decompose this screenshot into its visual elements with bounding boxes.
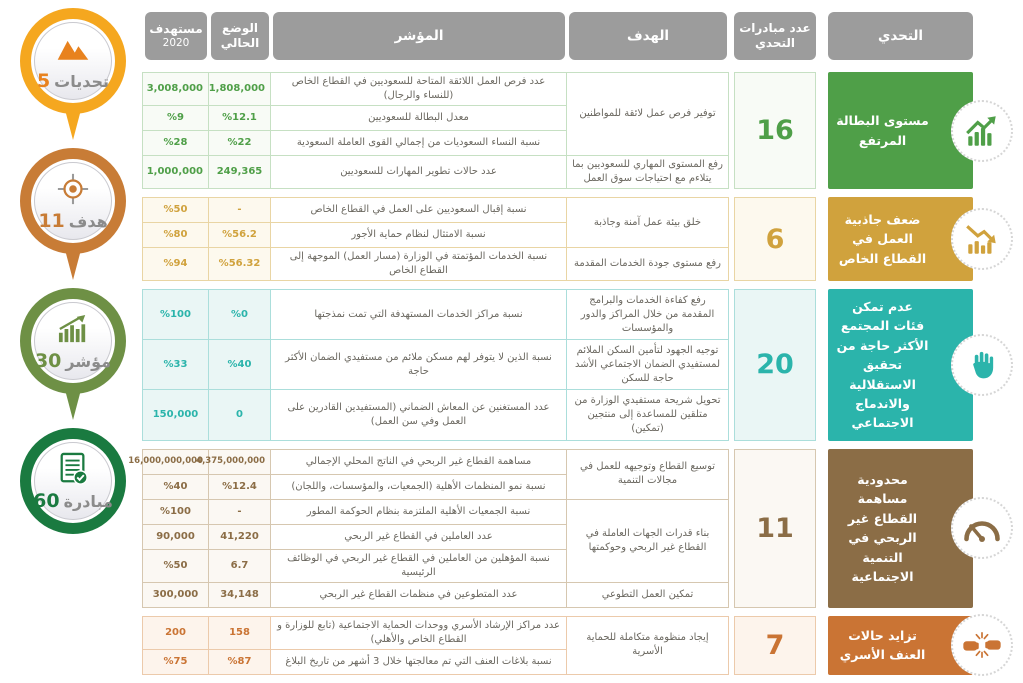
target-2020-cell-value: %75 bbox=[163, 655, 188, 667]
initiatives-count: 11 bbox=[734, 449, 816, 608]
gauge-icon bbox=[951, 497, 1013, 559]
current-status-cell bbox=[209, 390, 271, 440]
challenge-title-cell bbox=[828, 449, 973, 608]
badge-circle bbox=[20, 8, 126, 114]
indicator-row bbox=[143, 198, 729, 223]
goals-indicators-table bbox=[128, 449, 729, 608]
badge-count: 30 bbox=[34, 349, 62, 372]
challenge-block-social-independence bbox=[143, 289, 973, 441]
goal-cell: بناء قدرات الجهات العاملة في القطاع غير الربحي وحوكمتها bbox=[567, 499, 729, 582]
current-status-cell-value: %0 bbox=[231, 308, 248, 320]
badge-count: 60 bbox=[33, 489, 60, 512]
current-status-cell-value: %56.32 bbox=[218, 258, 261, 269]
target-2020-cell-value: %50 bbox=[163, 559, 188, 571]
document-check-icon bbox=[57, 451, 89, 487]
target-2020-cell bbox=[143, 223, 209, 248]
badge-word: هدف bbox=[68, 211, 108, 231]
current-status-cell bbox=[209, 248, 271, 281]
challenge-title: عدم تمكن فئات المجتمع الأكثر حاجة من تحقيق الاستقلالية والاندماج الاجتماعي bbox=[836, 299, 929, 431]
header-target-year: 2020 bbox=[162, 36, 190, 49]
indicator-row bbox=[143, 156, 729, 189]
target-2020-cell bbox=[143, 73, 209, 106]
indicator-cell: عدد مراكز الإرشاد الأسري ووحدات الحماية الاجتماعية (تابع للوزارة و القطاع الخاص والأهلي) bbox=[271, 616, 567, 649]
target-2020-cell-value: %33 bbox=[163, 358, 188, 370]
indicator-cell: نسبة الذين لا يتوفر لهم مسكن ملائم من مستفيدي الضمان الأكثر حاجة bbox=[271, 340, 567, 390]
target-icon bbox=[56, 171, 90, 207]
challenge-title: تزايد حالات العنف الأسري bbox=[839, 627, 926, 663]
goal-cell: رفع كفاءة الخدمات والبرامج المقدمة من خلال المراكز والدور والمؤسسات bbox=[567, 290, 729, 340]
current-status-cell bbox=[209, 73, 271, 106]
table-header bbox=[143, 12, 973, 60]
header-initiatives-count: عدد مبادرات التحدي bbox=[734, 12, 816, 60]
badge-count: 5 bbox=[36, 69, 51, 92]
challenge-title-cell bbox=[828, 289, 973, 441]
badge-circle bbox=[20, 288, 126, 394]
indicator-cell: مساهمة القطاع غير الربحي في الناتج المحلي الإجمالي bbox=[271, 449, 567, 474]
badge-label bbox=[37, 70, 109, 92]
summary-badge-مبادرة bbox=[20, 428, 126, 534]
challenge-block-unemployment bbox=[143, 72, 973, 189]
indicator-row bbox=[143, 616, 729, 649]
current-status-cell bbox=[209, 198, 271, 223]
current-status-cell bbox=[209, 549, 271, 582]
indicator-cell: عدد المستغنين عن المعاش الضماني (المستفيدين القادرين على العمل وفي سن العمل) bbox=[271, 390, 567, 440]
current-status-cell-value: 249,365 bbox=[216, 166, 263, 177]
header-target-2020 bbox=[145, 12, 207, 60]
goal-cell: رفع مستوى جودة الخدمات المقدمة bbox=[567, 248, 729, 281]
challenge-blocks bbox=[128, 72, 973, 675]
indicator-cell: نسبة النساء السعوديات من إجمالي القوى العاملة السعودية bbox=[271, 131, 567, 156]
badge-word: تحديات bbox=[54, 71, 110, 91]
target-2020-cell-value: 90,000 bbox=[156, 530, 195, 542]
current-status-cell-value: 4,375,000,000 bbox=[196, 455, 265, 466]
badge-circle bbox=[20, 148, 126, 254]
current-status-cell-value: - bbox=[237, 505, 242, 517]
hand-icon bbox=[951, 334, 1013, 396]
indicator-cell: معدل البطالة للسعوديين bbox=[271, 106, 567, 131]
current-status-cell bbox=[209, 524, 271, 549]
goal-cell: توسيع القطاع وتوجيهه للعمل في مجالات التنمية bbox=[567, 449, 729, 499]
indicator-cell: نسبة المؤهلين من العاملين في القطاع غير الربحي في الوظائف الرئيسية bbox=[271, 549, 567, 582]
current-status-cell-value: %87 bbox=[227, 655, 252, 667]
target-2020-cell-value: %100 bbox=[160, 308, 191, 320]
current-status-cell-value: 34,148 bbox=[220, 588, 259, 600]
indicator-cell: نسبة الامتثال لنظام حماية الأجور bbox=[271, 223, 567, 248]
target-2020-cell-value: %40 bbox=[163, 480, 188, 492]
current-status-cell bbox=[209, 474, 271, 499]
goals-indicators-table bbox=[142, 197, 729, 281]
goal-cell: إيجاد منظومة متكاملة للحماية الأسرية bbox=[567, 616, 729, 674]
current-status-cell bbox=[209, 582, 271, 607]
goal-cell: توفير فرص عمل لائقة للمواطنين bbox=[567, 73, 729, 156]
target-2020-cell bbox=[143, 549, 209, 582]
target-2020-cell bbox=[143, 649, 209, 674]
mountains-icon bbox=[55, 31, 91, 67]
initiatives-count: 7 bbox=[734, 616, 816, 675]
initiatives-count: 6 bbox=[734, 197, 816, 281]
badge-arrow-down bbox=[62, 110, 84, 140]
current-status-cell-value: %40 bbox=[227, 358, 252, 370]
current-status-cell bbox=[209, 340, 271, 390]
target-2020-cell bbox=[128, 449, 209, 474]
target-2020-cell-value: %80 bbox=[163, 229, 188, 240]
chart-down-icon bbox=[951, 208, 1013, 270]
target-2020-cell-value: %94 bbox=[163, 258, 188, 269]
target-2020-cell-value: %50 bbox=[163, 204, 188, 215]
current-status-cell bbox=[209, 499, 271, 524]
current-status-cell bbox=[209, 649, 271, 674]
challenge-title: ضعف جاذبية العمل في القطاع الخاص bbox=[838, 211, 927, 266]
summary-badge-تحديات bbox=[20, 8, 126, 148]
challenge-title: محدودية مساهمة القطاع غير الربحي في التنمية الاجتماعية bbox=[847, 472, 918, 584]
fists-icon bbox=[951, 614, 1013, 676]
goal-cell: تحويل شريحة مستفيدي الوزارة من متلقين للمساعدة إلى منتجين (تمكين) bbox=[567, 390, 729, 440]
current-status-cell-value: - bbox=[237, 204, 242, 215]
indicator-cell: عدد المتطوعين في منظمات القطاع غير الربحي bbox=[271, 582, 567, 607]
goals-indicators-table bbox=[142, 616, 729, 675]
header-target-label: مستهدف bbox=[149, 21, 203, 36]
indicator-cell: عدد حالات تطوير المهارات للسعوديين bbox=[271, 156, 567, 189]
badge-count: 11 bbox=[38, 209, 65, 232]
header-spacer bbox=[816, 12, 828, 60]
current-status-cell bbox=[209, 131, 271, 156]
indicator-cell: نسبة نمو المنظمات الأهلية (الجمعيات، والمؤسسات، واللجان) bbox=[271, 474, 567, 499]
goals-indicators-table bbox=[142, 72, 729, 189]
target-2020-cell bbox=[143, 524, 209, 549]
target-2020-cell bbox=[143, 131, 209, 156]
target-2020-cell bbox=[143, 198, 209, 223]
current-status-cell-value: 158 bbox=[229, 626, 250, 638]
target-2020-cell bbox=[143, 106, 209, 131]
badge-word: مبادرة bbox=[63, 491, 113, 511]
bar-chart-icon bbox=[56, 311, 90, 347]
initiatives-count: 20 bbox=[734, 289, 816, 441]
current-status-cell-value: %12.1 bbox=[222, 112, 257, 123]
challenge-title: مستوى البطالة المرتفع bbox=[836, 113, 929, 148]
summary-badge-مؤشر bbox=[20, 288, 126, 428]
indicator-row bbox=[143, 290, 729, 340]
indicator-cell: عدد فرص العمل اللائقة المتاحة للسعوديين في القطاع الخاص (للنساء والرجال) bbox=[271, 73, 567, 106]
target-2020-cell-value: 3,008,000 bbox=[146, 83, 203, 94]
current-status-cell bbox=[209, 616, 271, 649]
current-status-cell-value: 41,220 bbox=[220, 530, 259, 542]
header-challenge: التحدي bbox=[828, 12, 973, 60]
target-2020-cell bbox=[143, 582, 209, 607]
indicator-row bbox=[143, 499, 729, 524]
target-2020-cell-value: %100 bbox=[160, 505, 191, 517]
chart-up-icon bbox=[951, 100, 1013, 162]
indicator-row bbox=[143, 390, 729, 440]
summary-badge-هدف bbox=[20, 148, 126, 288]
badge-arrow-down bbox=[62, 250, 84, 280]
indicator-cell: نسبة إقبال السعوديين على العمل في القطاع الخاص bbox=[271, 198, 567, 223]
header-current-status: الوضع الحالي bbox=[211, 12, 269, 60]
summary-badges-sidebar bbox=[8, 8, 138, 534]
target-2020-cell-value: 200 bbox=[165, 626, 186, 638]
challenge-block-domestic-violence bbox=[143, 616, 973, 675]
goal-cell: توجيه الجهود لتأمين السكن الملائم لمستفيدي الضمان الاجتماعي الأشد حاجة للسكن bbox=[567, 340, 729, 390]
current-status-cell-value: 0 bbox=[236, 409, 243, 421]
badge-word: مؤشر bbox=[65, 351, 112, 371]
challenge-block-private-sector-attractiveness bbox=[143, 197, 973, 281]
target-2020-cell bbox=[143, 390, 209, 440]
initiatives-count: 16 bbox=[734, 72, 816, 189]
current-status-cell-value: 1,808,000 bbox=[208, 83, 265, 94]
goal-cell: تمكين العمل التطوعي bbox=[567, 582, 729, 607]
indicator-row bbox=[143, 449, 729, 474]
target-2020-cell-value: 1,000,000 bbox=[146, 166, 203, 177]
goal-cell: خلق بيئة عمل آمنة وجاذبة bbox=[567, 198, 729, 248]
target-2020-cell bbox=[143, 248, 209, 281]
target-2020-cell bbox=[143, 156, 209, 189]
target-2020-cell-value: %28 bbox=[163, 137, 188, 148]
target-2020-cell-value: 150,000 bbox=[152, 409, 199, 421]
badge-arrow-down bbox=[62, 390, 84, 420]
current-status-cell bbox=[209, 223, 271, 248]
goals-indicators-table bbox=[142, 289, 729, 441]
target-2020-cell bbox=[143, 290, 209, 340]
target-2020-cell-value: %9 bbox=[167, 112, 184, 123]
target-2020-cell-value: 16,000,000,000 bbox=[128, 455, 203, 466]
target-2020-cell-value: 300,000 bbox=[152, 588, 199, 600]
challenge-title-cell bbox=[828, 72, 973, 189]
indicator-cell: نسبة الخدمات المؤتمتة في الوزارة (مسار العمل) الموجهة إلى القطاع الخاص bbox=[271, 248, 567, 281]
target-2020-cell bbox=[143, 616, 209, 649]
header-goal: الهدف bbox=[569, 12, 727, 60]
indicator-row bbox=[143, 73, 729, 106]
badge-circle bbox=[20, 428, 126, 534]
indicator-cell: عدد العاملين في القطاع غير الربحي bbox=[271, 524, 567, 549]
current-status-cell-value: %56.2 bbox=[222, 229, 257, 240]
current-status-cell bbox=[209, 156, 271, 189]
current-status-cell-value: %22 bbox=[227, 137, 252, 148]
header-indicator: المؤشر bbox=[273, 12, 565, 60]
header-spacer bbox=[729, 12, 734, 60]
indicator-row bbox=[143, 340, 729, 390]
goal-cell: رفع المستوى المهاري للسعوديين بما يتلاءم مع احتياجات سوق العمل bbox=[567, 156, 729, 189]
target-2020-cell bbox=[143, 340, 209, 390]
indicator-cell: نسبة بلاغات العنف التي تم معالجتها خلال 3 أشهر من تاريخ البلاغ bbox=[271, 649, 567, 674]
target-2020-cell bbox=[143, 474, 209, 499]
current-status-cell bbox=[209, 106, 271, 131]
target-2020-cell bbox=[143, 499, 209, 524]
challenge-title-cell bbox=[828, 197, 973, 281]
badge-label bbox=[33, 490, 113, 512]
current-status-cell-value: 6.7 bbox=[230, 559, 249, 571]
challenge-block-nonprofit-sector bbox=[128, 449, 973, 608]
current-status-cell-value: %12.4 bbox=[222, 480, 257, 492]
challenge-title-cell bbox=[828, 616, 973, 675]
indicator-row bbox=[143, 248, 729, 281]
current-status-cell bbox=[196, 449, 271, 474]
current-status-cell bbox=[209, 290, 271, 340]
kpi-dashboard bbox=[128, 12, 973, 683]
badge-label bbox=[38, 210, 107, 232]
indicator-cell: نسبة الجمعيات الأهلية الملتزمة بنظام الحوكمة المطور bbox=[271, 499, 567, 524]
indicator-row bbox=[143, 582, 729, 607]
indicator-cell: نسبة مراكز الخدمات المستهدفة التي تمت نمذجتها bbox=[271, 290, 567, 340]
badge-label bbox=[35, 350, 111, 372]
